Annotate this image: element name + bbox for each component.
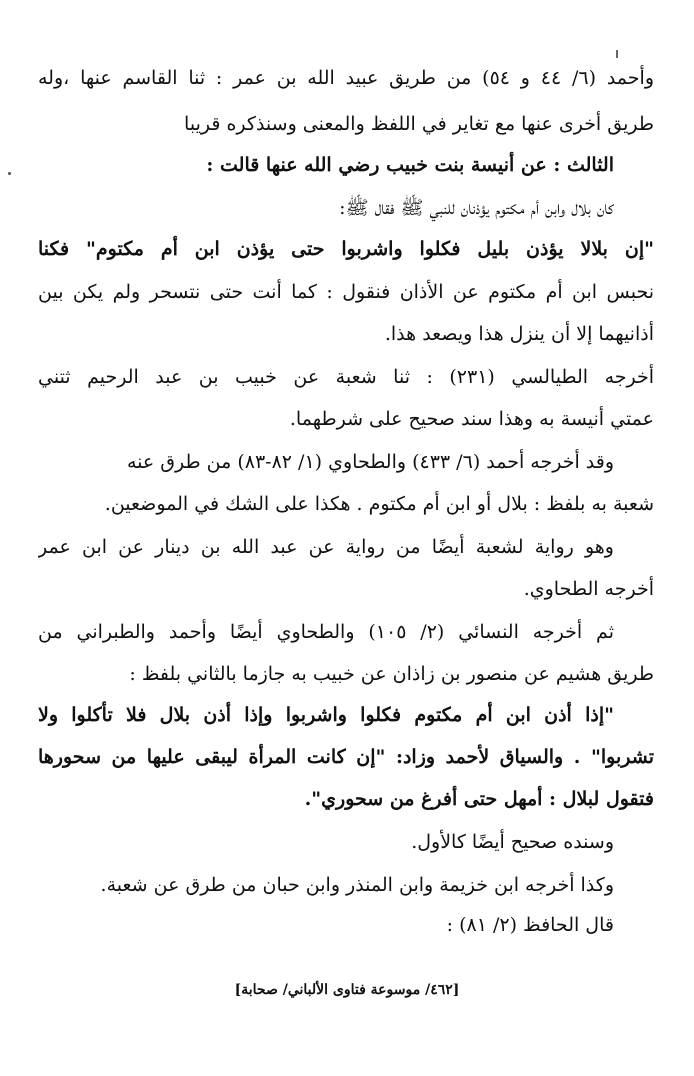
hadith-text-line: فتقول لبلال : أمهل حتى أفرغ من سحوري". [304, 788, 654, 810]
margin-tick-mark [616, 50, 618, 58]
hadith-text-line: "إذا أذن ابن أم مكتوم فكلوا واشربوا وإذا أذن بلال فلا تأكلوا ولا [38, 704, 614, 726]
text-line: نحبس ابن أم مكتوم عن الأذان فنقول : كما أنت حتى نتسحر ولم يكن بين [38, 281, 654, 303]
text-line: قال الحافظ (٢/ ٨١) : [446, 914, 614, 936]
text-line: أخرجه الطيالسي (٢٣١) : ثنا شعبة عن خبيب بن عبد الرحيم ثتني [38, 366, 654, 388]
text-line: أخرجه الطحاوي. [523, 578, 654, 600]
text-line: وقد أخرجه أحمد (٦/ ٤٣٣) والطحاوي (١/ ٨٢-٨٣) من طرق عنه [126, 451, 614, 473]
text-line: طريق هشيم عن منصور بن زاذان عن خبيب به جازما بالثاني بلفظ : [129, 663, 654, 685]
text-line: شعبة به بلفظ : بلال أو ابن أم مكتوم . هكذا على الشك في الموضعين. [104, 493, 654, 515]
text-line: كان بلال وابن أم مكتوم يؤذنان للنبي ﷺ فقال ﷺ: [339, 197, 614, 219]
text-line: وكذا أخرجه ابن خزيمة وابن المنذر وابن حبان من طرق عن شعبة. [100, 874, 614, 896]
page-footer: [٤٦٢/ موسوعة فتاوى الألباني/ صحابة] [234, 982, 460, 998]
text-line: ثم أخرجه النسائي (٢/ ١٠٥) والطحاوي أيضًا وأحمد والطبراني من [38, 621, 614, 643]
hadith-text-line: "إن بلالا يؤذن بليل فكلوا واشربوا حتى يؤذن ابن أم مكتوم" فكنا [38, 238, 654, 260]
text-line: عمتي أنيسة به وهذا سند صحيح على شرطهما. [289, 408, 654, 430]
hadith-text-line: تشربوا" . والسياق لأحمد وزاد: "إن كانت المرأة ليبقى عليها من سحورها [38, 746, 654, 768]
section-heading-line: الثالث : عن أنيسة بنت خبيب رضي الله عنها قالت : [206, 154, 614, 176]
text-line: طريق أخرى عنها مع تغاير في اللفظ والمعنى وسنذكره قريبا [184, 113, 654, 135]
text-line: وأحمد (٦/ ٤٤ و ٥٤) من طريق عبيد الله بن عمر : ثنا القاسم عنها ،وله [38, 67, 654, 89]
text-line: أذانيهما إلا أن ينزل هذا ويصعد هذا. [384, 323, 654, 345]
margin-dot-mark [8, 172, 11, 175]
text-line: وهو رواية لشعبة أيضًا من رواية عن عبد الله بن دينار عن ابن عمر [38, 536, 614, 558]
text-line: وسنده صحيح أيضًا كالأول. [411, 831, 614, 853]
